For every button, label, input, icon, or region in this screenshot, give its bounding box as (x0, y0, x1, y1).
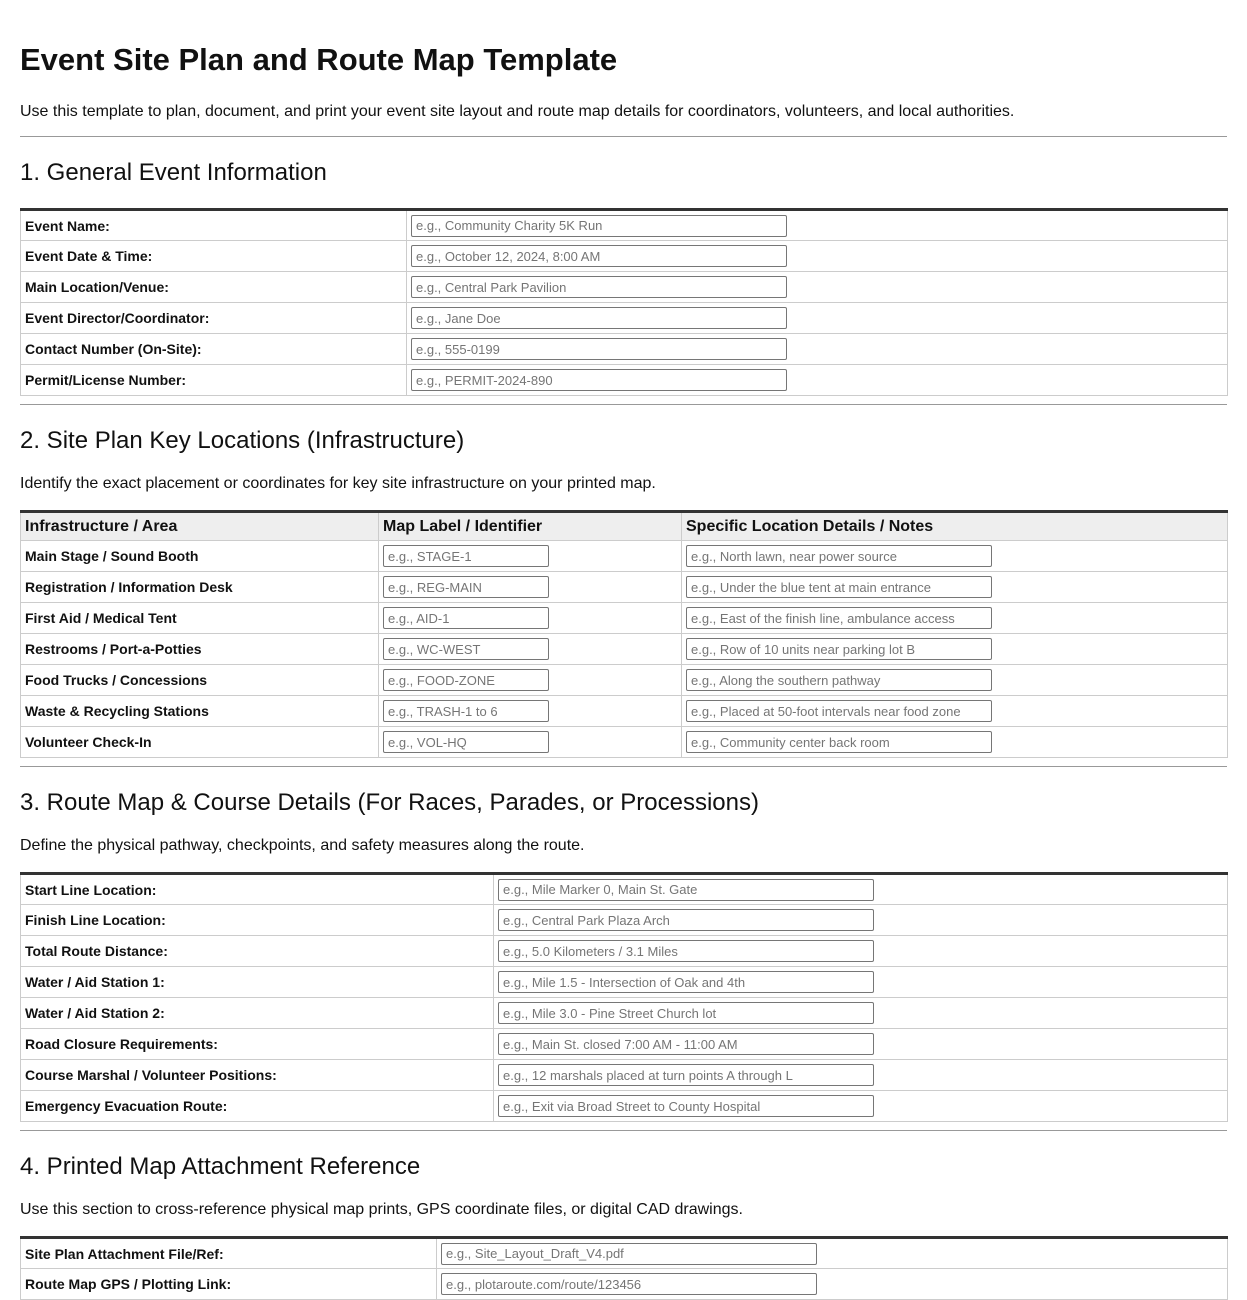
text-input[interactable] (498, 940, 874, 962)
general-info-row (21, 365, 1228, 396)
general-info-row (21, 303, 1228, 334)
section-1-heading: 1. General Event Information (20, 159, 327, 186)
general-info-row (21, 272, 1228, 303)
text-input[interactable] (498, 1033, 874, 1055)
field-label: Emergency Evacuation Route: (21, 1091, 494, 1122)
text-input[interactable] (411, 245, 787, 267)
field-cell (494, 998, 1228, 1029)
site-location-row (21, 727, 1228, 758)
page-intro: Use this template to plan, document, and print your event site layout and route map details for coordinators, volunteers, and local authorities. (20, 103, 1015, 120)
map-label-input[interactable] (383, 545, 549, 567)
route-details-table (20, 872, 1228, 1122)
field-cell (494, 1091, 1228, 1122)
text-input[interactable] (498, 971, 874, 993)
field-cell (494, 936, 1228, 967)
field-label: Event Date & Time: (21, 241, 407, 272)
field-cell (494, 905, 1228, 936)
field-label: Permit/License Number: (21, 365, 407, 396)
location-notes-cell (682, 727, 1228, 758)
field-cell (494, 1029, 1228, 1060)
map-label-input[interactable] (383, 700, 549, 722)
field-cell (407, 210, 1228, 241)
field-label: Route Map GPS / Plotting Link: (21, 1269, 437, 1300)
field-cell (494, 967, 1228, 998)
site-location-row (21, 665, 1228, 696)
map-label-cell (379, 572, 682, 603)
location-notes-input[interactable] (686, 731, 992, 753)
field-cell (494, 874, 1228, 905)
field-label: Event Name: (21, 210, 407, 241)
location-notes-input[interactable] (686, 545, 992, 567)
infrastructure-area-label: Registration / Information Desk (21, 572, 379, 603)
section-3-description: Define the physical pathway, checkpoints, and safety measures along the route. (20, 837, 585, 854)
route-detail-row (21, 1029, 1228, 1060)
location-notes-cell (682, 634, 1228, 665)
text-input[interactable] (498, 1002, 874, 1024)
field-label: Road Closure Requirements: (21, 1029, 494, 1060)
field-cell (407, 303, 1228, 334)
section-4-description: Use this section to cross-reference physical map prints, GPS coordinate files, or digital CAD drawings. (20, 1201, 743, 1218)
map-label-cell (379, 665, 682, 696)
section-divider (20, 136, 1227, 137)
attachment-row (21, 1269, 1228, 1300)
infrastructure-area-label: Food Trucks / Concessions (21, 665, 379, 696)
attachment-reference-table (20, 1236, 1228, 1300)
route-detail-row (21, 936, 1228, 967)
section-divider (20, 766, 1227, 767)
field-label: Event Director/Coordinator: (21, 303, 407, 334)
text-input[interactable] (498, 1064, 874, 1086)
map-label-cell (379, 696, 682, 727)
field-label: Main Location/Venue: (21, 272, 407, 303)
route-detail-row (21, 1060, 1228, 1091)
field-label: Start Line Location: (21, 874, 494, 905)
route-detail-row (21, 998, 1228, 1029)
route-detail-row (21, 874, 1228, 905)
site-location-row (21, 572, 1228, 603)
text-input[interactable] (498, 1095, 874, 1117)
general-info-row (21, 334, 1228, 365)
infrastructure-area-label: Restrooms / Port-a-Potties (21, 634, 379, 665)
text-input[interactable] (411, 215, 787, 237)
text-input[interactable] (498, 879, 874, 901)
field-cell (494, 1060, 1228, 1091)
field-label: Site Plan Attachment File/Ref: (21, 1238, 437, 1269)
text-input[interactable] (441, 1273, 817, 1295)
field-cell (407, 334, 1228, 365)
column-header-map-label: Map Label / Identifier (379, 512, 682, 541)
map-label-input[interactable] (383, 731, 549, 753)
location-notes-cell (682, 572, 1228, 603)
route-detail-row (21, 967, 1228, 998)
site-location-row (21, 541, 1228, 572)
field-label: Water / Aid Station 2: (21, 998, 494, 1029)
text-input[interactable] (411, 338, 787, 360)
route-detail-row (21, 1091, 1228, 1122)
field-label: Water / Aid Station 1: (21, 967, 494, 998)
field-label: Finish Line Location: (21, 905, 494, 936)
route-detail-row (21, 905, 1228, 936)
map-label-input[interactable] (383, 669, 549, 691)
column-header-area: Infrastructure / Area (21, 512, 379, 541)
location-notes-input[interactable] (686, 576, 992, 598)
section-3-heading: 3. Route Map & Course Details (For Races, Parades, or Processions) (20, 789, 759, 816)
field-cell (407, 272, 1228, 303)
text-input[interactable] (441, 1243, 817, 1265)
general-info-table (20, 208, 1228, 396)
location-notes-cell (682, 696, 1228, 727)
map-label-input[interactable] (383, 638, 549, 660)
map-label-input[interactable] (383, 607, 549, 629)
section-2-description: Identify the exact placement or coordinates for key site infrastructure on your printed map. (20, 475, 656, 492)
location-notes-cell (682, 665, 1228, 696)
field-cell (437, 1269, 1228, 1300)
text-input[interactable] (498, 909, 874, 931)
location-notes-cell (682, 603, 1228, 634)
attachment-row (21, 1238, 1228, 1269)
site-plan-table (20, 510, 1228, 758)
infrastructure-area-label: Volunteer Check-In (21, 727, 379, 758)
text-input[interactable] (411, 276, 787, 298)
infrastructure-area-label: Waste & Recycling Stations (21, 696, 379, 727)
location-notes-input[interactable] (686, 700, 992, 722)
field-label: Total Route Distance: (21, 936, 494, 967)
field-label: Contact Number (On-Site): (21, 334, 407, 365)
location-notes-input[interactable] (686, 607, 992, 629)
map-label-cell (379, 727, 682, 758)
field-label: Course Marshal / Volunteer Positions: (21, 1060, 494, 1091)
section-4-heading: 4. Printed Map Attachment Reference (20, 1153, 421, 1180)
text-input[interactable] (411, 307, 787, 329)
map-label-cell (379, 541, 682, 572)
location-notes-cell (682, 541, 1228, 572)
location-notes-input[interactable] (686, 638, 992, 660)
infrastructure-area-label: Main Stage / Sound Booth (21, 541, 379, 572)
map-label-cell (379, 603, 682, 634)
section-2-heading: 2. Site Plan Key Locations (Infrastructure) (20, 427, 465, 454)
column-header-notes: Specific Location Details / Notes (682, 512, 1228, 541)
field-cell (407, 365, 1228, 396)
field-cell (437, 1238, 1228, 1269)
text-input[interactable] (411, 369, 787, 391)
map-label-cell (379, 634, 682, 665)
location-notes-input[interactable] (686, 669, 992, 691)
section-divider (20, 404, 1227, 405)
general-info-row (21, 210, 1228, 241)
field-cell (407, 241, 1228, 272)
site-location-row (21, 634, 1228, 665)
section-divider (20, 1130, 1227, 1131)
site-location-row (21, 696, 1228, 727)
infrastructure-area-label: First Aid / Medical Tent (21, 603, 379, 634)
page-title: Event Site Plan and Route Map Template (20, 42, 618, 77)
site-location-row (21, 603, 1228, 634)
map-label-input[interactable] (383, 576, 549, 598)
table-header-row (21, 512, 1228, 541)
general-info-row (21, 241, 1228, 272)
